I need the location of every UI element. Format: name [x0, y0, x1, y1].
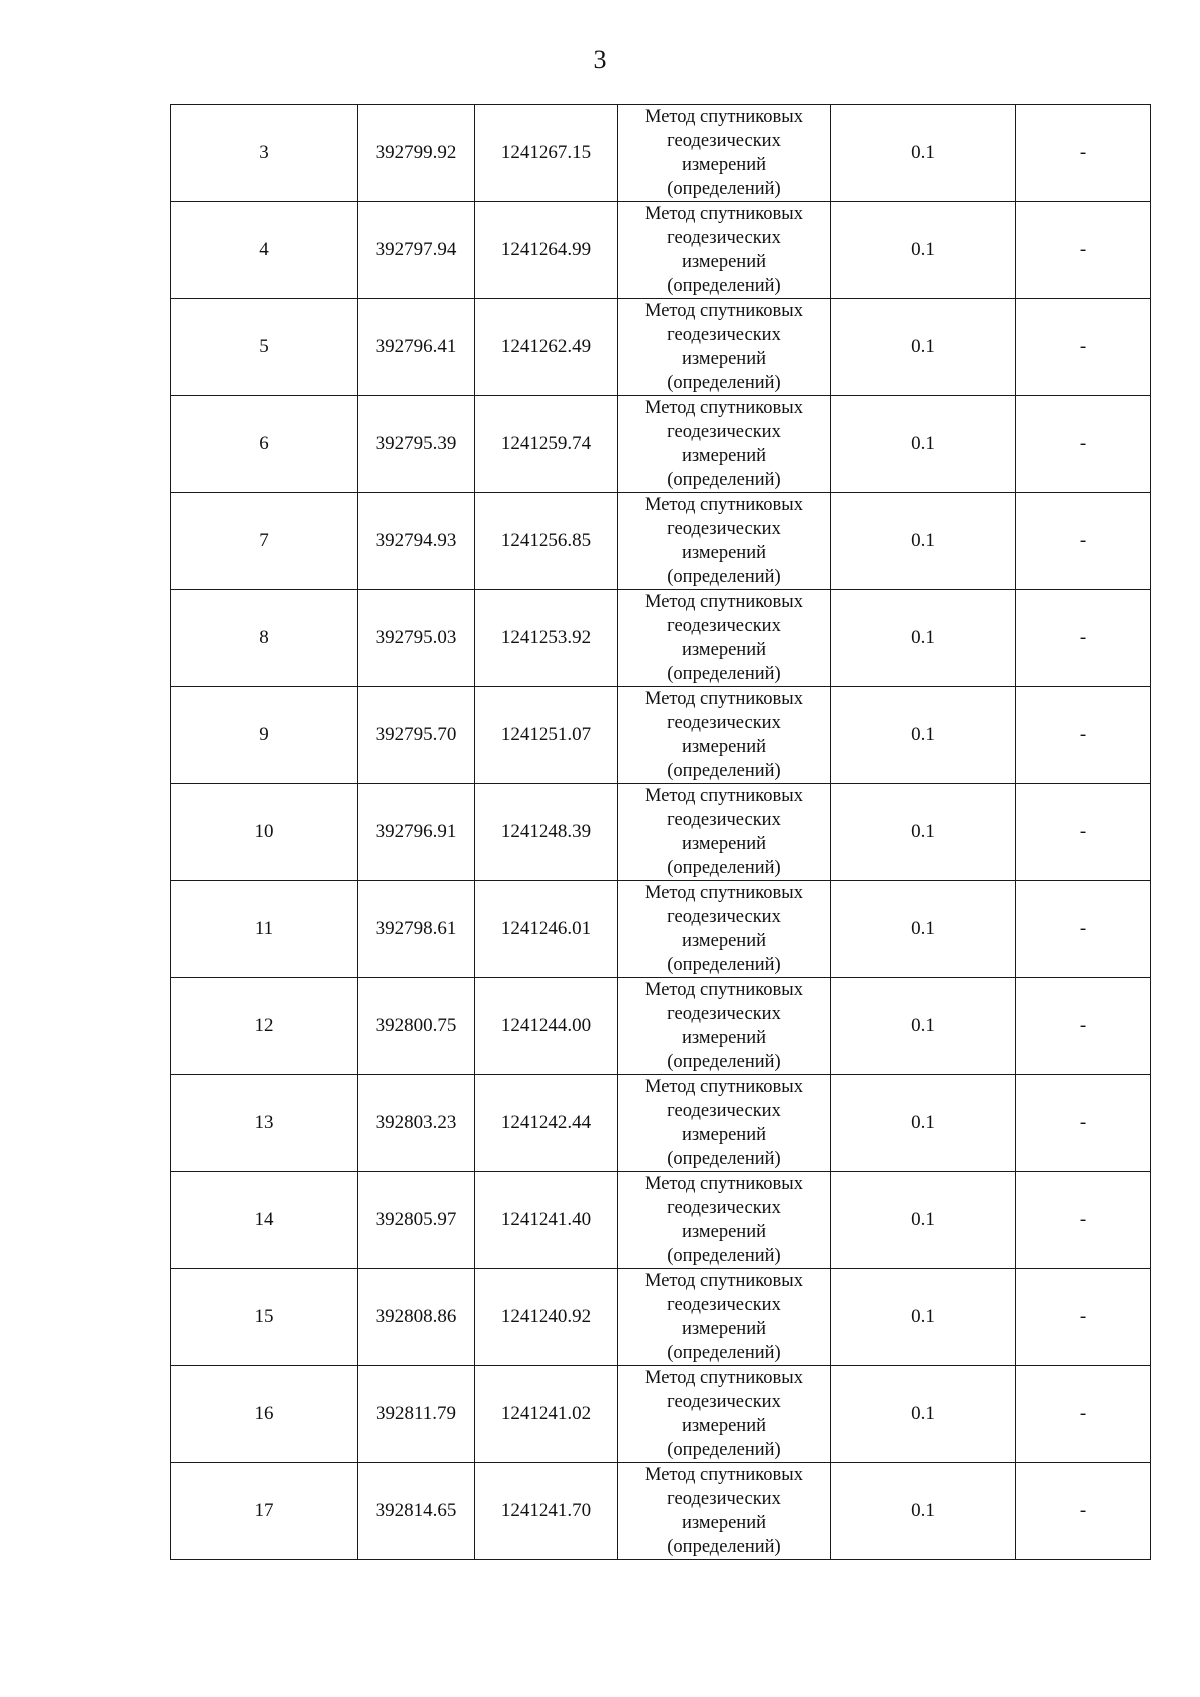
coordinate-x-cell: 392797.94 [358, 202, 475, 299]
method-line: геодезических [667, 325, 781, 345]
note-cell: - [1016, 202, 1151, 299]
coordinate-y-cell: 1241264.99 [475, 202, 618, 299]
method-line: Метод спутниковых [645, 980, 803, 1000]
coordinate-y-cell: 1241241.70 [475, 1463, 618, 1560]
method-line: измерений [681, 1028, 767, 1048]
method-line: измерений [681, 543, 767, 563]
accuracy-cell: 0.1 [831, 784, 1016, 881]
coordinate-y-cell: 1241240.92 [475, 1269, 618, 1366]
table-row [171, 1463, 1151, 1560]
method-line: (определений) [667, 1052, 781, 1072]
method-line: геодезических [667, 713, 781, 733]
note-cell: - [1016, 590, 1151, 687]
method-cell [618, 299, 831, 396]
method-line: геодезических [667, 1392, 781, 1412]
method-cell [618, 978, 831, 1075]
coordinate-y-cell: 1241267.15 [475, 105, 618, 202]
method-cell [618, 881, 831, 978]
accuracy-cell: 0.1 [831, 687, 1016, 784]
accuracy-cell: 0.1 [831, 978, 1016, 1075]
coordinate-y-cell: 1241251.07 [475, 687, 618, 784]
method-line: (определений) [667, 761, 781, 781]
coordinate-y-cell: 1241259.74 [475, 396, 618, 493]
coordinate-x-cell: 392798.61 [358, 881, 475, 978]
coordinate-y-cell: 1241241.40 [475, 1172, 618, 1269]
coordinate-y-cell: 1241253.92 [475, 590, 618, 687]
table-row [171, 881, 1151, 978]
method-cell [618, 687, 831, 784]
accuracy-cell: 0.1 [831, 493, 1016, 590]
coordinate-x-cell: 392800.75 [358, 978, 475, 1075]
method-line: геодезических [667, 519, 781, 539]
method-line: (определений) [667, 567, 781, 587]
method-cell [618, 202, 831, 299]
method-line: геодезических [667, 907, 781, 927]
accuracy-cell: 0.1 [831, 1075, 1016, 1172]
method-line: Метод спутниковых [645, 204, 803, 224]
note-cell: - [1016, 1366, 1151, 1463]
table-row [171, 1366, 1151, 1463]
method-line: (определений) [667, 373, 781, 393]
method-line: Метод спутниковых [645, 1465, 803, 1485]
accuracy-cell: 0.1 [831, 590, 1016, 687]
point-number-cell: 7 [171, 493, 358, 590]
point-number-cell: 11 [171, 881, 358, 978]
note-cell: - [1016, 1075, 1151, 1172]
table-row [171, 299, 1151, 396]
method-line: (определений) [667, 955, 781, 975]
coordinate-x-cell: 392811.79 [358, 1366, 475, 1463]
table-row [171, 396, 1151, 493]
point-number-cell: 17 [171, 1463, 358, 1560]
method-line: Метод спутниковых [645, 301, 803, 321]
coordinate-x-cell: 392799.92 [358, 105, 475, 202]
method-line: геодезических [667, 1295, 781, 1315]
method-line: Метод спутниковых [645, 786, 803, 806]
accuracy-cell: 0.1 [831, 1463, 1016, 1560]
coordinate-y-cell: 1241242.44 [475, 1075, 618, 1172]
method-cell [618, 1269, 831, 1366]
accuracy-cell: 0.1 [831, 105, 1016, 202]
method-line: геодезических [667, 1489, 781, 1509]
coordinate-y-cell: 1241262.49 [475, 299, 618, 396]
method-line: Метод спутниковых [645, 107, 803, 127]
accuracy-cell: 0.1 [831, 202, 1016, 299]
method-line: Метод спутниковых [645, 592, 803, 612]
method-line: измерений [681, 252, 767, 272]
accuracy-cell: 0.1 [831, 1269, 1016, 1366]
method-cell [618, 590, 831, 687]
table-row [171, 202, 1151, 299]
note-cell: - [1016, 1172, 1151, 1269]
method-cell [618, 493, 831, 590]
point-number-cell: 16 [171, 1366, 358, 1463]
method-line: измерений [681, 1416, 767, 1436]
note-cell: - [1016, 299, 1151, 396]
method-line: (определений) [667, 1537, 781, 1557]
note-cell: - [1016, 396, 1151, 493]
coordinate-y-cell: 1241248.39 [475, 784, 618, 881]
method-line: Метод спутниковых [645, 398, 803, 418]
coordinate-x-cell: 392795.03 [358, 590, 475, 687]
point-number-cell: 10 [171, 784, 358, 881]
method-line: измерений [681, 834, 767, 854]
method-line: Метод спутниковых [645, 1368, 803, 1388]
coordinates-table-body [171, 105, 1151, 1560]
method-line: Метод спутниковых [645, 1077, 803, 1097]
method-line: геодезических [667, 1004, 781, 1024]
method-cell [618, 396, 831, 493]
method-cell [618, 784, 831, 881]
method-cell [618, 1075, 831, 1172]
point-number-cell: 12 [171, 978, 358, 1075]
method-line: (определений) [667, 664, 781, 684]
method-line: геодезических [667, 1101, 781, 1121]
method-line: геодезических [667, 810, 781, 830]
note-cell: - [1016, 978, 1151, 1075]
method-line: измерений [681, 1513, 767, 1533]
coordinate-x-cell: 392803.23 [358, 1075, 475, 1172]
method-line: (определений) [667, 179, 781, 199]
method-line: измерений [681, 1319, 767, 1339]
method-line: Метод спутниковых [645, 1174, 803, 1194]
method-cell [618, 1463, 831, 1560]
coordinate-x-cell: 392796.41 [358, 299, 475, 396]
table-row [171, 1172, 1151, 1269]
point-number-cell: 14 [171, 1172, 358, 1269]
method-cell [618, 1172, 831, 1269]
method-line: (определений) [667, 1343, 781, 1363]
note-cell: - [1016, 784, 1151, 881]
accuracy-cell: 0.1 [831, 396, 1016, 493]
method-line: (определений) [667, 276, 781, 296]
coordinate-y-cell: 1241246.01 [475, 881, 618, 978]
method-line: измерений [681, 349, 767, 369]
point-number-cell: 9 [171, 687, 358, 784]
note-cell: - [1016, 1463, 1151, 1560]
table-row [171, 105, 1151, 202]
coordinate-x-cell: 392808.86 [358, 1269, 475, 1366]
table-row [171, 493, 1151, 590]
table-row [171, 1269, 1151, 1366]
method-line: (определений) [667, 1149, 781, 1169]
accuracy-cell: 0.1 [831, 881, 1016, 978]
coordinate-x-cell: 392795.70 [358, 687, 475, 784]
accuracy-cell: 0.1 [831, 1172, 1016, 1269]
method-line: Метод спутниковых [645, 495, 803, 515]
coordinate-x-cell: 392814.65 [358, 1463, 475, 1560]
method-line: (определений) [667, 470, 781, 490]
note-cell: - [1016, 687, 1151, 784]
method-line: измерений [681, 737, 767, 757]
method-line: измерений [681, 1222, 767, 1242]
method-line: (определений) [667, 858, 781, 878]
coordinate-x-cell: 392794.93 [358, 493, 475, 590]
method-line: измерений [681, 155, 767, 175]
page-number: 3 [593, 45, 607, 74]
method-line: измерений [681, 931, 767, 951]
note-cell: - [1016, 105, 1151, 202]
table-row [171, 784, 1151, 881]
point-number-cell: 6 [171, 396, 358, 493]
table-row [171, 687, 1151, 784]
note-cell: - [1016, 881, 1151, 978]
method-line: Метод спутниковых [645, 883, 803, 903]
note-cell: - [1016, 493, 1151, 590]
coordinate-y-cell: 1241244.00 [475, 978, 618, 1075]
method-line: геодезических [667, 131, 781, 151]
method-line: геодезических [667, 616, 781, 636]
coordinate-x-cell: 392805.97 [358, 1172, 475, 1269]
point-number-cell: 8 [171, 590, 358, 687]
coordinate-y-cell: 1241241.02 [475, 1366, 618, 1463]
method-cell [618, 105, 831, 202]
accuracy-cell: 0.1 [831, 1366, 1016, 1463]
coordinates-table [170, 104, 1151, 1560]
coordinate-x-cell: 392796.91 [358, 784, 475, 881]
table-row [171, 1075, 1151, 1172]
method-line: измерений [681, 640, 767, 660]
method-line: измерений [681, 446, 767, 466]
method-line: Метод спутниковых [645, 1271, 803, 1291]
accuracy-cell: 0.1 [831, 299, 1016, 396]
point-number-cell: 15 [171, 1269, 358, 1366]
note-cell: - [1016, 1269, 1151, 1366]
table-row [171, 590, 1151, 687]
method-line: (определений) [667, 1440, 781, 1460]
point-number-cell: 3 [171, 105, 358, 202]
method-line: геодезических [667, 228, 781, 248]
method-line: (определений) [667, 1246, 781, 1266]
coordinate-y-cell: 1241256.85 [475, 493, 618, 590]
method-line: измерений [681, 1125, 767, 1145]
method-line: Метод спутниковых [645, 689, 803, 709]
point-number-cell: 5 [171, 299, 358, 396]
point-number-cell: 4 [171, 202, 358, 299]
method-line: геодезических [667, 1198, 781, 1218]
coordinate-x-cell: 392795.39 [358, 396, 475, 493]
method-line: геодезических [667, 422, 781, 442]
table-row [171, 978, 1151, 1075]
point-number-cell: 13 [171, 1075, 358, 1172]
method-cell [618, 1366, 831, 1463]
